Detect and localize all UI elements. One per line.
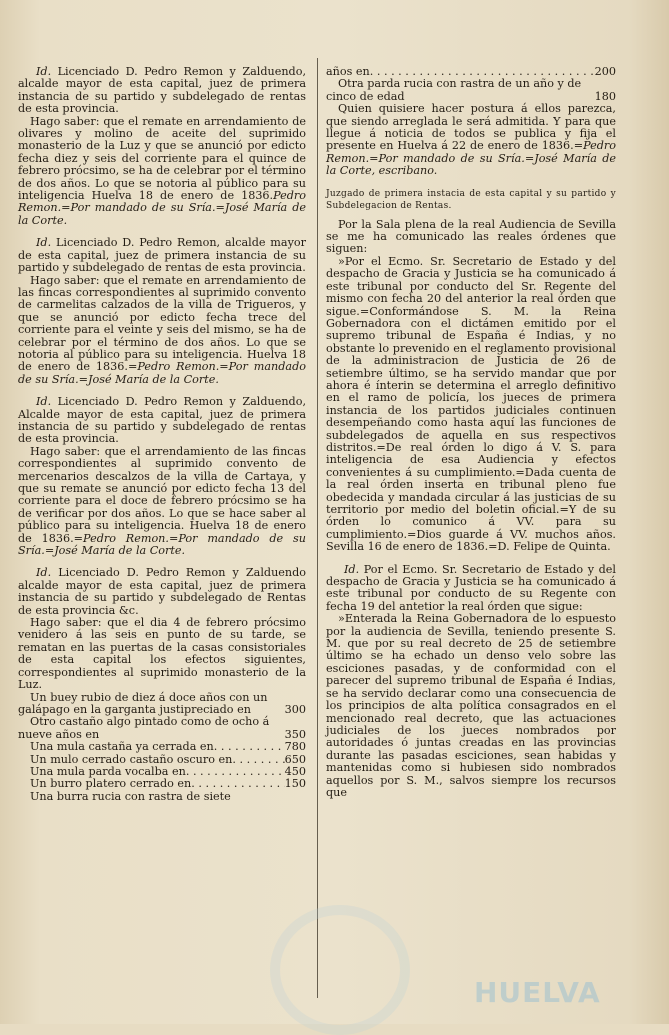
section-heading: Juzgado de primera instacia de esta capital y su partido y Subdelegacion de Rentas.	[326, 188, 616, 211]
notice-2-heading: Licenciado D. Pedro Remon, alcalde mayor de esta capital, juez de primera instancia de su partido y subdelegado de rentas de esta provincia.	[18, 236, 306, 275]
notice-3-title: Id.	[36, 395, 52, 409]
notice-1	[18, 66, 306, 227]
auction-signature: Pedro Remon.=Por mandado de su Sría.=José María de la Corte, escribano.	[326, 139, 616, 178]
royal-order-2-title: Id.	[344, 562, 360, 576]
notice-4-heading: Licenciado D. Pedro Remon y Zalduendo alcalde mayor de esta capital, juez de primera instancia de su partido y subdelegado de Rentas de esta provincia &c.	[18, 566, 306, 617]
notice-2	[18, 237, 306, 386]
auction-items	[18, 692, 306, 804]
auction-item: Una mula parda vocalba en . . . 450	[18, 766, 306, 778]
watermark-text: HUELVA	[474, 976, 601, 1009]
notice-3-text: Hago saber: que el arrendamiento de las fincas correspondientes al suprimido convento de mercenarios descalzos de la villa de Cartaya, y que su remate se anunció por edicto fecha 13 del corriente para el doce de febrero prócsimo se ha de verificar por dos años. Lo que se hace saber al público para su inteligencia. Huelva 18 de enero de 1836.	[18, 444, 306, 545]
notice-3-signature: =Pedro Remon.=Por mandado de su Sría.=José María de la Corte.	[18, 531, 306, 558]
royal-order-2-quote: »Enterada la Reina Gobernadora de lo espuesto por la audiencia de Sevilla, teniendo presente S. M. que por su real decreto de 25 de setiembre último se ha echado un denso velo sobre las esciciones pasadas, y de conformidad con el parecer del supremo tribunal de España é Indias, se ha servido declarar como una consecuencia de los principios de alta política consagrados en el mencionado real decreto, que las actuaciones judiciales de los jueces nombrados por autoridades ó juntas creadas en las provincias durante las pasadas esciciones, sean habidas y mantenidas como si hubiesen sido nombrados aquellos por S. M., salvos siempre los recursos que	[326, 612, 616, 799]
notice-2-title: Id.	[36, 236, 52, 250]
notice-4-text: Hago saber: que el dia 4 de febrero prócsimo venidero á las seis en punto de su tarde, se rematan en las puertas de la casas consistoriales de esta capital los efectos siguientes, correspondientes al suprimido monasterio de la Luz.	[18, 616, 306, 692]
order-intro: Por la Sala plena de la real Audiencia de Sevilla se me ha comunicado las reales órdenes que siguen:	[326, 217, 616, 256]
auction-continuation	[326, 66, 616, 178]
notice-1-heading: Licenciado D. Pedro Remon y Zalduendo, alcalde mayor de esta capital, juez de primera instancia de su partido y subdelegado de rentas de esta provincia.	[18, 65, 307, 116]
auction-item: años en . . . 200	[326, 66, 616, 78]
notice-1-title: Id.	[36, 65, 52, 78]
notice-4	[18, 567, 306, 803]
notice-2-text: Hago saber: que el remate en arrendamiento de las fincas correspondientes al suprimido convento de carmelitas calzados de la villa de Trigueros, y que se anunció por edicto fecha trece del corriente para el veinte y seis del mismo, se ha de celebrar por el término de dos años. Lo que se notoria al público para su inteligencia. Huelva 18 de enero de 1836.=	[18, 273, 306, 374]
notice-4-title: Id.	[36, 566, 52, 580]
auction-item: Una burra rucia con rastra de siete	[30, 789, 231, 803]
royal-order-2-intro: Por el Ecmo. Sr. Secretario de Estado y del despacho de Gracia y Justicia se ha comunicado á este tribunal por conducto de su Regente con fecha 19 del antetior la real órden que sigue:	[326, 562, 617, 613]
notice-3	[18, 396, 306, 557]
right-column	[326, 66, 616, 799]
notice-2-signature: Pedro Remon.=Por mandado de su Sría.=José María de la Corte.	[18, 360, 306, 386]
auction-item: Un mulo cerrado castaño oscuro en . . . 650	[18, 754, 306, 766]
auction-item: Otra parda rucia con rastra de un año y de cinco de edad 180	[326, 77, 616, 103]
watermark-seal	[270, 905, 410, 1035]
auction-item: Otro castaño algo pintado como de ocho á nueve años en 350	[18, 715, 306, 741]
left-column	[18, 66, 306, 803]
royal-order-1: »Por el Ecmo. Sr. Secretario de Estado y del despacho de Gracia y Justicia se ha comunicado á este tribunal por conducto del Sr. Regente del mismo con fecha 20 del anterior la real órden que sigue.=Conformándose S. M. la Reina Gobernadora con el dictámen emitido por el supremo tribunal de España é Indias, y no obstante lo prevenido en el reglamento provisional de la administracion de Justicia de 26 de setiembre último, se ha servido mandar que por ahora é ínterin se determina el arreglo definitivo en el ramo de policía, los jueces de primera instancia de los partidos judiciales continuen desempeñando como hasta aquí las funciones de subdelegados de aquella en sus respectivos distritos.=De real órden lo digo á V. S. para inteligencia de esa Audiencia y efectos convenientes á su cumplimiento.=Dada cuenta de la real órden inserta en tribunal pleno fue obedecida y mandada circular á las justicias de su territorio por medio del boletin oficial.=Y de su órden lo comunico á VV. para su cumplimiento.=Dios guarde á VV. muchos años. Sevilla 16 de enero de 1836.=D. Felipe de Quinta.	[326, 254, 616, 554]
column-rule	[317, 58, 318, 998]
notice-3-heading: Licenciado D. Pedro Remon y Zalduendo, Alcalde mayor de esta capital, juez de primera instancia de su partido y subdelegado de rentas de esta provincia.	[18, 395, 307, 446]
auction-item: Un burro platero cerrado en . . . 150	[18, 778, 306, 790]
auction-item: Un buey rubio de diez á doce años con un galápago en la garganta justipreciado en 300	[18, 690, 306, 716]
notice-1-text: Hago saber: que el remate en arrendamiento de olivares y molino de aceite del suprimido monasterio de la Luz y que se anunció por edicto fecha diez y seis del corriente para el quince de febrero prócsimo, se ha de celebrar por el término de dos años. Lo que se notoria al público para su inteligencia Huelva 18 de enero de 1836.	[18, 114, 306, 203]
notice-1-signature: Pedro Remon.=Por mandado de su Sría.=José María de la Corte.	[18, 189, 306, 227]
auction-item: Una mula castaña ya cerrada en . . . 780	[18, 741, 306, 753]
auction-closing-text: Quien quisiere hacer postura á ellos parezca, que siendo arreglada le será admitida. Y para que llegue á noticia de todos se publica y fija el presente en Huelva á 22 de enero de 1836.=	[326, 102, 616, 153]
